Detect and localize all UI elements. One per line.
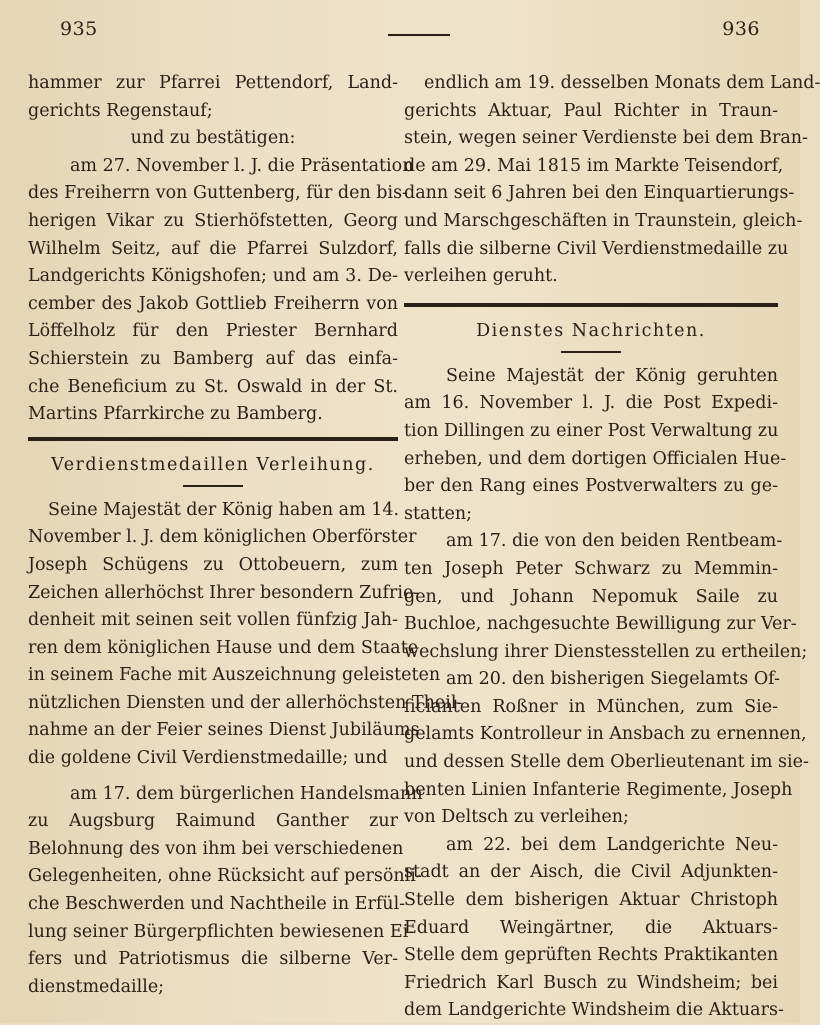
paragraph-post-expedition [404, 363, 787, 529]
text-line: Stelle dem geprüften Rechts Praktikanten [404, 945, 779, 966]
text-line: tion Dillingen zu einer Post Verwaltung zu [404, 420, 779, 441]
text-line: Landgerichts Königshofen; und am 3. De- [28, 266, 398, 287]
text-line: Belohnung des von ihm bei verschiedenen [28, 838, 404, 859]
text-line: erheben, und dem dortigen Officialen Hue- [404, 448, 787, 469]
text-line: fers und Patriotismus die silberne Ver- [28, 949, 398, 970]
text-line: Wilhelm Seitz, auf die Pfarrei Sulzdorf, [28, 238, 398, 259]
text-line: ficianten Roßner in München, zum Sie- [404, 696, 778, 717]
text-line: nützlichen Diensten und der allerhöchsten Theil- [28, 692, 463, 713]
text-line: dienstmedaille; [28, 976, 165, 997]
paragraph-praesentation [28, 153, 414, 429]
header-rule [388, 34, 450, 36]
text-line: cember des Jakob Gottlieb Freiherrn von [28, 293, 398, 314]
text-line: November l. J. dem königlichen Oberförster [28, 527, 417, 548]
heading-rule [561, 351, 621, 353]
text-line: endlich am 19. desselben Monats dem Land- [424, 73, 820, 93]
text-line: ren dem königlichen Hause und dem Staate [28, 637, 419, 658]
text-line: dem Landgerichte Windsheim die Aktuars- [404, 1000, 784, 1021]
text-line: Stelle dem bisherigen Aktuar Christoph [404, 890, 778, 911]
page-header [20, 14, 778, 70]
text-line: ten Joseph Peter Schwarz zu Memmin- [404, 558, 778, 579]
text-line: am 22. bei dem Landgerichte Neu- [446, 834, 778, 855]
text-line: Martins Pfarrkirche zu Bamberg. [28, 404, 323, 425]
text-line: am 20. den bisherigen Siegelamts Of- [446, 669, 780, 690]
text-line: Schierstein zu Bamberg auf das einfa- [28, 348, 398, 369]
text-line: zu Augsburg Raimund Ganther zur [28, 811, 398, 832]
text-line: che Beneficium zu St. Oswald in der St. [28, 376, 398, 397]
text-line: falls die silberne Civil Verdienstmedaille zu [404, 238, 789, 259]
text-columns [20, 70, 820, 1025]
text-line: die goldene Civil Verdienstmedaille; und [28, 748, 388, 769]
paragraph-landgericht-neustadt [404, 832, 784, 1025]
text-line: dann seit 6 Jahren bei den Einquartierungs- [404, 183, 795, 204]
right-column [404, 70, 820, 1025]
text-line: des Freiherrn von Guttenberg, für den bis- [28, 183, 408, 204]
text-line: Zeichen allerhöchst Ihrer besondern Zufrie- [28, 582, 420, 603]
paragraph-pettendorf [28, 70, 398, 125]
text-line: verleihen geruht. [404, 266, 558, 287]
text-line: von Deltsch zu verleihen; [404, 807, 629, 828]
text-line: am 17. die von den beiden Rentbeam- [446, 531, 783, 552]
text-line: Löffelholz für den Priester Bernhard [28, 321, 398, 342]
section-rule [28, 437, 398, 441]
text-line: statten; [404, 503, 473, 524]
text-line: in seinem Fache mit Auszeichnung geleisteten [28, 665, 441, 686]
paragraph-richter [404, 70, 820, 291]
text-line: nahme an der Feier seines Dienst Jubiläums [28, 720, 420, 741]
section-rule [404, 303, 778, 307]
text-line: gerichts Aktuar, Paul Richter in Traun- [404, 100, 778, 121]
text-line: am 16. November l. J. die Post Expedi- [404, 393, 778, 414]
text-line: und Marschgeschäften in Traunstein, gleich- [404, 210, 803, 231]
text-line: gen, und Johann Nepomuk Saile zu [404, 586, 778, 607]
section-heading-verdienstmedaillen: Verdienstmedaillen Verleihung. [51, 454, 375, 475]
text-line: Buchloe, nachgesuchte Bewilligung zur Ver- [404, 614, 797, 635]
text-line: denheit mit seinen seit vollen fünfzig Jah- [28, 610, 398, 631]
text-line: de am 29. Mai 1815 im Markte Teisendorf, [404, 155, 784, 176]
paragraph-ganther [28, 781, 423, 1002]
text-line: Gelegenheiten, ohne Rücksicht auf persönli- [28, 866, 422, 887]
text-line: Seine Majestät der König geruhten [446, 365, 778, 386]
text-line: stadt an der Aisch, die Civil Adjunkten- [404, 862, 778, 883]
subheading-bestaetigen: und zu bestätigen: [130, 128, 296, 149]
text-line: am 27. November l. J. die Präsentation [70, 155, 414, 176]
text-line: Friedrich Karl Busch zu Windsheim; bei [404, 972, 778, 993]
heading-rule [183, 485, 243, 487]
page-number-left: 935 [60, 18, 98, 40]
paragraph-rentbeamten [404, 528, 808, 666]
paragraph-siegelamt [404, 666, 809, 832]
text-line: hammer zur Pfarrei Pettendorf, Land- [28, 73, 398, 93]
page-number-right: 936 [722, 18, 760, 40]
text-line: Seine Majestät der König haben am 14. [48, 499, 400, 520]
text-line: am 17. dem bürgerlichen Handelsmann [70, 783, 423, 804]
text-line: gerichts Regenstauf; [28, 100, 213, 121]
text-line: ber den Rang eines Postverwalters zu ge- [404, 476, 778, 497]
text-line: stein, wegen seiner Verdienste bei dem Bran- [404, 128, 808, 149]
text-line: herigen Vikar zu Stierhöfstetten, Georg [28, 210, 398, 231]
section-heading-dienstes-nachrichten: Dienstes Nachrichten. [476, 320, 706, 341]
text-line: Eduard Weingärtner, die Aktuars- [404, 917, 778, 938]
text-line: che Beschwerden und Nachtheile in Erfül- [28, 894, 406, 915]
text-line: benten Linien Infanterie Regimente, Joseph [404, 779, 793, 800]
text-line: wechslung ihrer Dienstesstellen zu ertheilen; [404, 641, 808, 662]
text-line: und dessen Stelle dem Oberlieutenant im sie- [404, 752, 809, 773]
text-line: gelamts Kontrolleur in Ansbach zu ernennen, [404, 724, 807, 745]
text-line: lung seiner Bürgerpflichten bewiesenen Ei- [28, 921, 415, 942]
text-line: Joseph Schügens zu Ottobeuern, zum [28, 554, 398, 575]
